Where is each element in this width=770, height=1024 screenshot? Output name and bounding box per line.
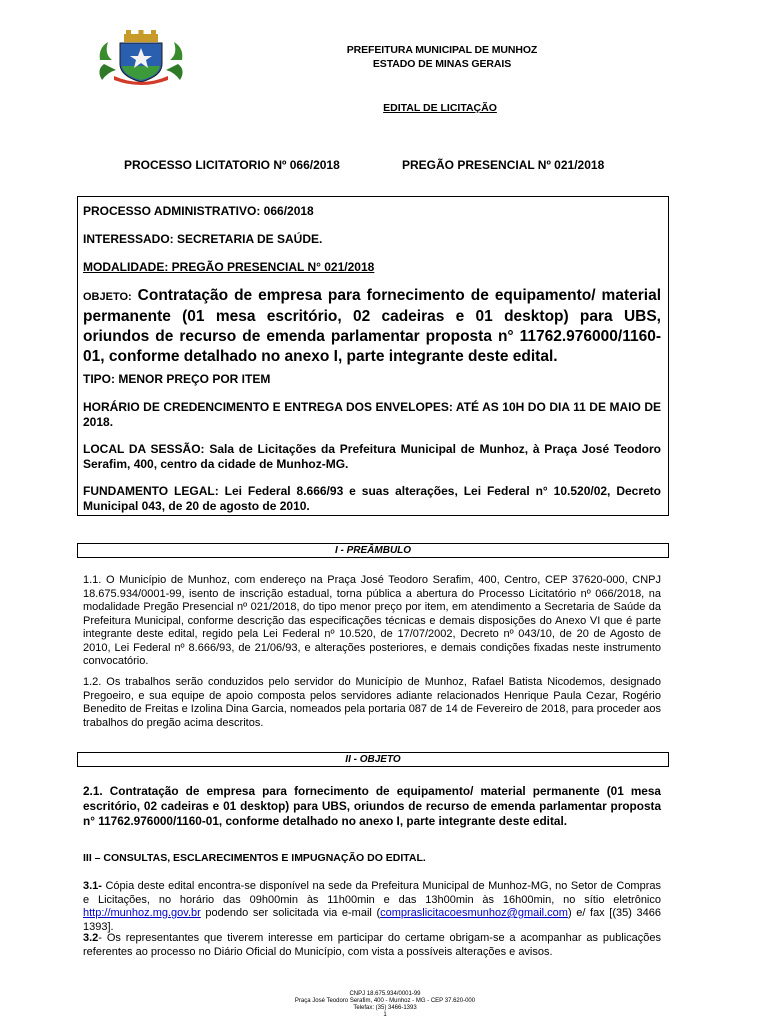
header-line-2: ESTADO DE MINAS GERAIS: [372, 58, 512, 70]
footer-address: Praça José Teodoro Serafim, 400 - Munhoz - MG - CEP 37.620-000: [294, 998, 476, 1004]
local-sessao: LOCAL DA SESSÃO: Sala de Licitações da Prefeitura Municipal de Munhoz, à Praça José Teodoro Serafim, 400, centro da cidade de Munhoz-MG.: [83, 442, 661, 471]
website-link[interactable]: http://munhoz.mg.gov.br: [83, 907, 201, 919]
processo-administrativo: PROCESSO ADMINISTRATIVO: 066/2018: [83, 204, 314, 218]
processo-licitatorio: PROCESSO LICITATORIO Nº 066/2018: [124, 158, 340, 172]
footer-phone: Telefax: (35) 3466-1393: [353, 1005, 417, 1011]
tipo: TIPO: MENOR PREÇO POR ITEM: [83, 372, 271, 386]
paragraph-3-2: [83, 932, 661, 959]
page-number: 1: [383, 1012, 387, 1018]
interessado: INTERESSADO: SECRETARIA DE SAÚDE.: [83, 232, 323, 246]
section-objeto-heading: II - OBJETO: [77, 752, 669, 767]
section-preambulo-heading: I - PREÂMBULO: [77, 543, 669, 558]
document-title: EDITAL DE LICITAÇÃO: [383, 102, 497, 114]
p32-number: 3.2: [83, 932, 99, 944]
p31-number: 3.1-: [83, 880, 102, 892]
paragraph-3-1: [83, 880, 661, 934]
p31-text-c: ) e/ fax [(35) 3466 1393].: [83, 907, 661, 933]
objeto-text: Contratação de empresa para fornecimento de equipamento/ material permanente (01 mesa escritório, 02 cadeiras e 01 desktop) para UBS, oriundos de recurso de emenda parlamentar proposta n° 11762.976000/1160-01, conforme detalhado no anexo I, parte integrante deste edital.: [83, 287, 661, 365]
section-consultas-heading: III – CONSULTAS, ESCLARECIMENTOS E IMPUGNAÇÃO DO EDITAL.: [83, 852, 426, 864]
header-line-1: PREFEITURA MUNICIPAL DE MUNHOZ: [346, 44, 538, 56]
email-link[interactable]: compraslicitacoesmunhoz@gmail.com: [380, 907, 568, 919]
footer-cnpj: CNPJ 18.675.934/0001-99: [349, 991, 421, 997]
p31-text-b: podendo ser solicitada via e-mail (: [200, 907, 381, 919]
coat-of-arms-logo: [94, 30, 188, 86]
fundamento-legal: FUNDAMENTO LEGAL: Lei Federal 8.666/93 e suas alterações, Lei Federal n° 10.520/02, Decreto Municipal 043, de 20 de agosto de 2010.: [83, 484, 661, 513]
paragraph-1-1: 1.1. O Município de Munhoz, com endereço na Praça José Teodoro Serafim, 400, Centro, CEP 37620-000, CNPJ 18.675.934/0001-99, isento de inscrição estadual, torna pública a abertura do Processo Licitatório nº 066/2018, na modalidade Pregão Presencial nº 021/2018, do tipo menor preço por item, em atendimento a Secretaria de Saúde da Prefeitura Municipal, conforme descrição das especificações técnicas e demais disposições do Anexo VI que é parte integrante deste edital, regido pela Lei Federal nº 10.520, de 17/07/2002, Decreto nº 043/10, de 20 de Agosto de 2010, Lei Federal nº 8.666/93, de 21/06/93, e alterações posteriores, e demais condições fixadas neste instrumento convocatório.: [83, 574, 661, 667]
paragraph-2-1: 2.1. Contratação de empresa para fornecimento de equipamento/ material permanente (01 mesa escritório, 02 cadeiras e 01 desktop) para UBS, oriundos de recurso de emenda parlamentar proposta n° 11762.976000/1160-01, conforme detalhado no anexo I, parte integrante deste edital.: [83, 784, 661, 828]
modalidade: MODALIDADE: PREGÃO PRESENCIAL N° 021/2018: [83, 260, 375, 274]
p32-text: - Os representantes que tiverem interesse em participar do certame obrigam-se a acompanhar as publicações referentes ao processo no Diário Oficial do Município, com vista a possíveis alterações e avisos.: [83, 932, 661, 958]
objeto: [83, 286, 661, 367]
p31-text-a: Cópia deste edital encontra-se disponível na sede da Prefeitura Municipal de Munhoz-MG, no Setor de Compras e Licitações, no horário das 09h00min às 11h00min e das 13h00min às 16h00min, no sítio eletrônico: [83, 880, 661, 906]
objeto-label: OBJETO:: [83, 291, 132, 303]
horario: HORÁRIO DE CREDENCIMENTO E ENTREGA DOS ENVELOPES: ATÉ AS 10H DO DIA 11 DE MAIO DE 2018.: [83, 400, 661, 429]
pregao-presencial: PREGÃO PRESENCIAL Nº 021/2018: [402, 158, 605, 172]
paragraph-1-2: 1.2. Os trabalhos serão conduzidos pelo servidor do Município de Munhoz, Rafael Batista Nicodemos, designado Pregoeiro, e sua equipe de apoio composta pelos servidores adiante relacionados Henrique Paula Cezar, Rogério Benedito de Freitas e Izolina Dina Garcia, nomeados pela portaria 087 de 14 de Fevereiro de 2018, para proceder aos trabalhos do pregão acima descritos.: [83, 676, 661, 729]
